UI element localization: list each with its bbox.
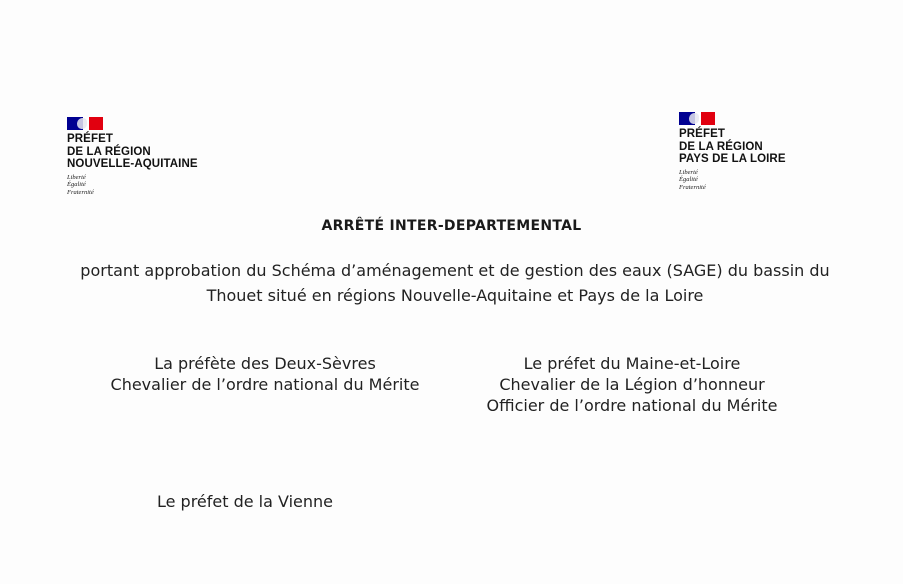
signatory-deux-sevres (70, 353, 460, 395)
logo-motto (679, 169, 786, 192)
signatory-line: Officier de l’ordre national du Mérite (486, 396, 778, 415)
signatory-line: Chevalier de l’ordre national du Mérite (110, 375, 420, 394)
prefet-nouvelle-aquitaine-logo (67, 117, 198, 196)
logo-title-line: NOUVELLE-AQUITAINE (67, 158, 198, 170)
document-subject (40, 258, 870, 308)
subject-line: portant approbation du Schéma d’aménagement et de gestion des eaux (SAGE) du bassin du (80, 261, 830, 280)
signatory-line: La préfète des Deux-Sèvres (154, 354, 376, 373)
logo-title (679, 128, 786, 166)
motto-line: Fraternité (67, 188, 94, 196)
signatory-maine-et-loire (440, 353, 824, 416)
motto-line: Égalité (67, 181, 86, 188)
document-heading: ARRÊTÉ INTER-DEPARTEMENTAL (321, 218, 582, 234)
motto-line: Liberté (679, 168, 698, 176)
republic-flag-icon (67, 117, 103, 130)
signatory-vienne (100, 491, 390, 512)
logo-title-line: DE LA RÉGION (67, 145, 151, 158)
motto-line: Liberté (67, 173, 86, 181)
republic-flag-icon (679, 112, 715, 125)
motto-line: Égalité (679, 176, 698, 183)
prefet-pays-de-la-loire-logo (679, 112, 786, 191)
logo-title-line: PRÉFET (679, 128, 725, 140)
signatory-line: Le préfet du Maine-et-Loire (523, 354, 741, 373)
logo-title-line: PAYS DE LA LOIRE (679, 153, 786, 165)
subject-line: Thouet situé en régions Nouvelle-Aquitaine et Pays de la Loire (206, 286, 704, 305)
logo-title (67, 133, 198, 171)
logo-title-line: PRÉFET (67, 133, 113, 145)
logo-title-line: DE LA RÉGION (679, 140, 763, 153)
signatory-line: Le préfet de la Vienne (156, 492, 334, 511)
signatory-line: Chevalier de la Légion d’honneur (499, 375, 765, 394)
logo-motto (67, 174, 198, 197)
motto-line: Fraternité (679, 183, 706, 191)
